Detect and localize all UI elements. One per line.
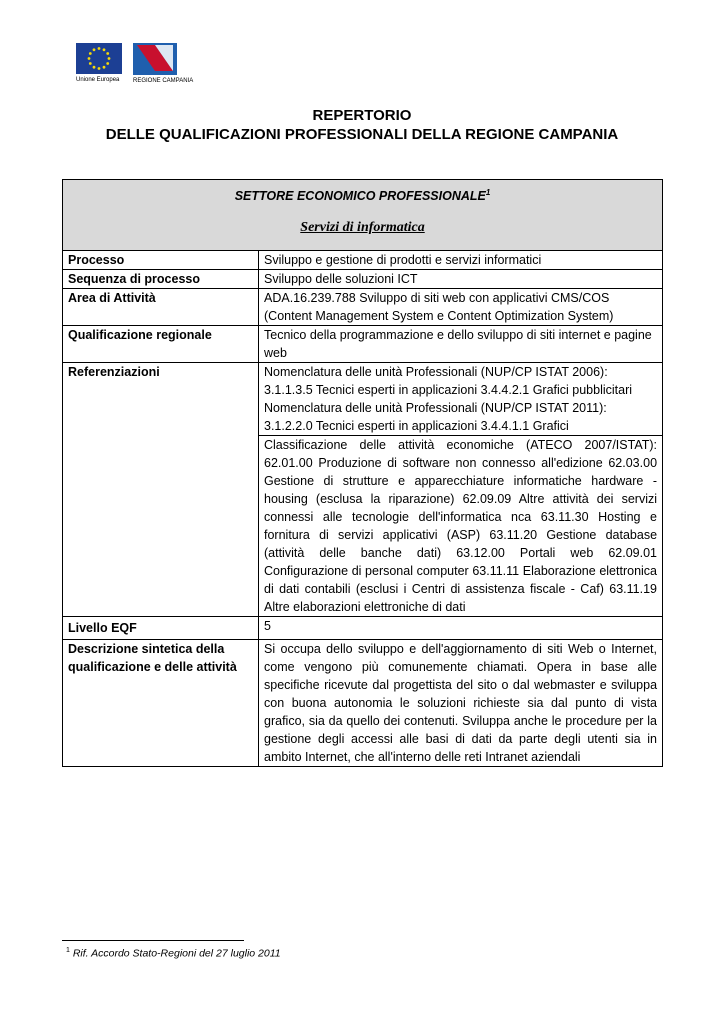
table-row <box>63 270 663 289</box>
row-label: Processo <box>63 251 259 270</box>
sector-footnote-ref: 1 <box>485 188 491 197</box>
page-subtitle: DELLE QUALIFICAZIONI PROFESSIONALI DELLA REGIONE CAMPANIA <box>105 126 619 143</box>
sector-name: Servizi di informatica <box>300 220 425 236</box>
referenziazioni-ateco: Classificazione delle attività economiche (ATECO 2007/ISTAT): 62.01.00 Produzione di software non connesso all'edizione 62.03.00 Gestione di strutture e apparecchiature informatiche hardware - housing (esclusa la riparazione) 62.09.09 Altre attività dei servizi connessi alle tecnologie dell'informatica nca 63.11.30 Hosting e fornitura di servizi applicativi (ASP) 63.11.20 Gestione database (attività delle banche dati) 63.12.00 Portali web 62.09.01 Configurazione di personal computer 63.11.11 Elaborazione elettronica di dati contabili (esclusi i Centri di assistenza fiscale - Caf) 63.11.19 Altre elaborazioni elettroniche di dati <box>259 436 663 617</box>
footnote-text: Rif. Accordo Stato-Regioni del 27 luglio 2011 <box>72 947 281 960</box>
row-value: Tecnico della programmazione e dello sviluppo di siti internet e pagine web <box>259 326 663 363</box>
regione-campania-caption: REGIONE CAMPANIA <box>133 78 194 84</box>
table-row <box>63 251 663 270</box>
footnote-divider <box>62 940 244 941</box>
footnote-ref: 1 <box>66 947 70 954</box>
row-value: Sviluppo delle soluzioni ICT <box>259 270 663 289</box>
livello-eqf-value: 5 <box>259 617 663 640</box>
descrizione-row <box>63 640 663 767</box>
sector-header-row <box>63 180 663 251</box>
regione-campania-logo <box>133 43 194 85</box>
row-label: Qualificazione regionale <box>63 326 259 363</box>
table-row <box>63 289 663 326</box>
eu-flag-icon <box>76 43 122 74</box>
table-row <box>63 326 663 363</box>
referenziazioni-label: Referenziazioni <box>63 363 259 617</box>
row-value: Sviluppo e gestione di prodotti e servizi informatici <box>259 251 663 270</box>
descrizione-label: Descrizione sintetica della qualificazione e delle attività <box>63 640 259 767</box>
regione-campania-crest-icon <box>133 43 177 75</box>
livello-eqf-label: Livello EQF <box>63 617 259 640</box>
sector-label: SETTORE ECONOMICO PROFESSIONALE$^1$ <box>234 188 491 204</box>
referenziazioni-nup: Nomenclatura delle unità Professionali (NUP/CP ISTAT 2006): 3.1.1.3.5 Tecnici esperti in applicazioni 3.4.4.2.1 Grafici pubblicitari Nomenclatura delle unità Professionali (NUP/CP ISTAT 2011): 3.1.2.2.0 Tecnici esperti in applicazioni 3.4.4.1.1 Grafici <box>259 363 663 436</box>
row-label: Area di Attività <box>63 289 259 326</box>
livello-eqf-row <box>63 617 663 640</box>
eu-logo <box>76 43 124 84</box>
sector-header-cell <box>63 180 663 251</box>
page-title: REPERTORIO <box>312 107 412 124</box>
row-label: Sequenza di processo <box>63 270 259 289</box>
referenziazioni-row <box>63 363 663 436</box>
eu-logo-caption: Unione Europea <box>76 77 120 83</box>
descrizione-value: Si occupa dello sviluppo e dell'aggiornamento di siti Web o Internet, come vengono più comunemente chiamati. Opera in base alle specifiche ricevute dal progettista del sito o dal webmaster e sviluppa con buona autonomia le soluzioni richieste sia dal punto di vista grafico, sia da quello dei contenuti. Sviluppa anche le procedure per la gestione degli accessi alle basi di dati da parte degli utenti sia in ambito Internet, che all'interno delle reti Intranet aziendali <box>259 640 663 767</box>
footnote <box>66 947 281 960</box>
row-value: ADA.16.239.788 Sviluppo di siti web con applicativi CMS/COS (Content Management System e Content Optimization System) <box>259 289 663 326</box>
qualification-table <box>62 179 663 767</box>
